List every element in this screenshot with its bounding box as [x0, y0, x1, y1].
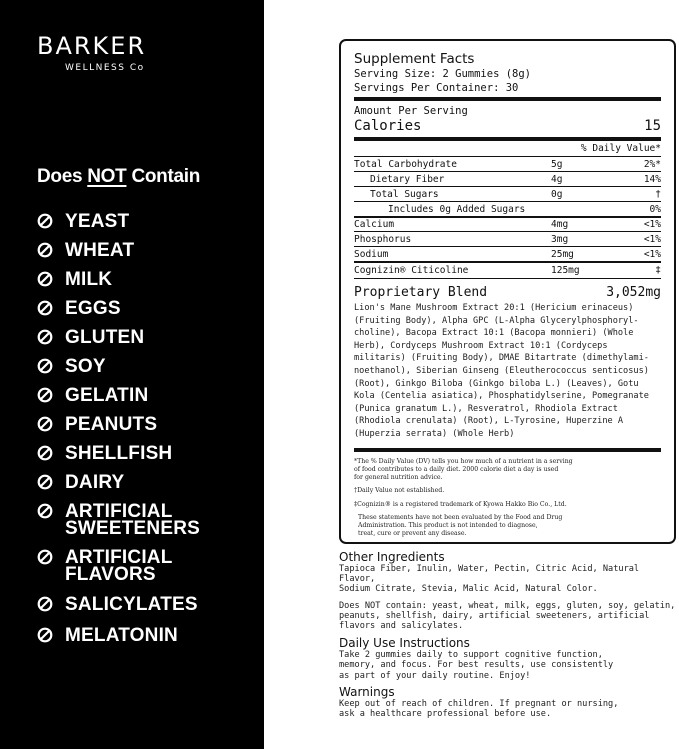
prohibited-icon [37, 271, 53, 287]
nutrient-row [354, 261, 661, 279]
brand-name: BARKER [37, 32, 147, 60]
nutrient-name: Phosphorus [354, 233, 412, 245]
nutrient-row [354, 231, 661, 246]
nutrient-name: Calcium [354, 219, 395, 230]
servings-per-container: Servings Per Container: 30 [354, 82, 519, 94]
warnings-heading: Warnings [339, 684, 395, 699]
prohibited-icon [37, 445, 53, 461]
calories-row [354, 118, 661, 135]
text-line: as part of your daily routine. Enjoy! [339, 670, 531, 681]
nutrient-table [354, 156, 661, 279]
brand-logo [37, 32, 177, 73]
nutrient-row [354, 186, 661, 201]
nutrient-dv: 2%* [643, 158, 661, 170]
prohibited-icon [37, 474, 53, 490]
prohibited-icon [37, 416, 53, 432]
dagger-footnote: †Daily Value not established. [354, 486, 445, 494]
nutrient-amount: 25mg [551, 248, 574, 260]
exclusion-label: ARTIFICIAL FLAVORS [65, 547, 173, 585]
nutrient-amount: 5g [551, 158, 563, 170]
nutrient-dv: ‡ [655, 265, 661, 276]
text-line: Sodium Citrate, Stevia, Malic Acid, Natural Color. [339, 584, 598, 595]
other-ingredients-text [339, 564, 679, 595]
nutrient-dv: 14% [643, 173, 661, 185]
proprietary-blend-label: Proprietary Blend [354, 285, 488, 300]
thick-divider [354, 97, 661, 101]
exclusion-label: EGGS [65, 298, 121, 319]
exclusion-item [37, 213, 129, 230]
daily-use-text [339, 650, 679, 681]
blend-line: Lion's Mane Mushroom Extract 20:1 (Hericium erinaceus) [354, 303, 634, 313]
exclusion-item [37, 474, 124, 491]
exclusion-label: MILK [65, 269, 113, 290]
nutrient-amount: 4g [551, 173, 563, 185]
supplement-facts-panel [339, 39, 676, 544]
proprietary-blend-row [354, 285, 661, 301]
warnings-text [339, 699, 679, 719]
exclusion-label: PEANUTS [65, 414, 158, 435]
exclusion-item [37, 596, 198, 613]
proprietary-blend-ingredients [354, 302, 661, 441]
exclusion-item [37, 358, 106, 375]
exclusion-label: GELATIN [65, 385, 149, 406]
disclaimer-line: treat, cure or prevent any disease. [358, 529, 467, 537]
prohibited-icon [37, 358, 53, 374]
amount-per-serving: Amount Per Serving [354, 105, 468, 117]
exclusion-item [37, 549, 197, 583]
supplement-facts-title: Supplement Facts [354, 51, 475, 67]
nutrient-name: Dietary Fiber [370, 173, 445, 185]
fda-disclaimer [354, 514, 661, 538]
nutrient-amount: 3mg [551, 233, 569, 245]
daily-value-header: % Daily Value* [580, 143, 661, 154]
prohibited-icon [37, 503, 53, 519]
exclusion-label: WHEAT [65, 240, 135, 261]
exclusion-item [37, 627, 178, 644]
nutrient-row [354, 201, 661, 216]
exclusion-label: DAIRY [65, 472, 125, 493]
nutrient-dv: <1% [643, 248, 661, 260]
nutrient-row [354, 216, 661, 231]
left-panel [0, 0, 264, 749]
daily-value-footnote [354, 458, 661, 482]
exclusions-title-emphasis: NOT [87, 166, 127, 187]
prohibited-icon [37, 387, 53, 403]
nutrient-row [354, 246, 661, 261]
footnote-line: for general nutrition advice. [354, 473, 443, 481]
exclusions-title-suffix: Contain [126, 166, 201, 187]
calories-value: 15 [644, 118, 661, 134]
exclusion-label: ARTIFICIAL SWEETENERS [65, 501, 201, 539]
nutrient-amount: 125mg [551, 265, 580, 276]
exclusion-item [37, 416, 157, 433]
thick-divider [354, 448, 661, 452]
text-line: ask a healthcare professional before use. [339, 709, 552, 720]
trademark-footnote: ‡Cognizin® is a registered trademark of Kyowa Hakko Bio Co., Ltd. [354, 500, 567, 508]
text-line: peanuts, shellfish, dairy, artificial sweeteners, artificial [339, 610, 650, 621]
blend-line: militaris) (Fruiting Body), DMAE Bitartrate (dimethylami- [354, 353, 649, 364]
other-ingredients-heading: Other Ingredients [339, 550, 445, 564]
exclusion-label: SOY [65, 356, 106, 377]
disclaimer-line: Administration. This product is not intended to diagnose, [358, 521, 538, 529]
text-line: Take 2 gummies daily to support cognitive function, [339, 650, 603, 661]
nutrient-name: Total Carbohydrate [354, 158, 457, 170]
prohibited-icon [37, 300, 53, 316]
calories-label: Calories [354, 118, 422, 134]
prohibited-icon [37, 549, 53, 565]
text-line: memory, and focus. For best results, use consistently [339, 660, 614, 671]
blend-line: Herb), Cordyceps Mushroom Extract 10:1 (Cordyceps [354, 340, 608, 351]
nutrient-dv: 0% [649, 203, 661, 215]
exclusion-label: YEAST [65, 211, 130, 232]
exclusions-title [37, 166, 200, 188]
prohibited-icon [37, 627, 53, 643]
brand-subtitle: WELLNESS Co [65, 63, 145, 73]
nutrient-name: Total Sugars [370, 188, 439, 200]
exclusion-item [37, 300, 121, 317]
text-line: Keep out of reach of children. If pregnant or nursing, [339, 698, 619, 709]
nutrient-dv: † [655, 188, 661, 200]
exclusion-item [37, 445, 172, 462]
exclusion-item [37, 271, 112, 288]
proprietary-blend-amount: 3,052mg [606, 285, 661, 300]
serving-size: Serving Size: 2 Gummies (8g) [354, 68, 532, 80]
disclaimer-line: These statements have not been evaluated by the Food and Drug [358, 513, 563, 521]
nutrient-amount: 4mg [551, 219, 569, 230]
daily-use-heading: Daily Use Instructions [339, 636, 470, 651]
nutrient-name: Sodium [354, 248, 389, 260]
exclusion-item [37, 329, 144, 346]
nutrient-dv: <1% [643, 219, 661, 230]
nutrient-name: Cognizin® Citicoline [354, 265, 469, 276]
text-line: flavors and salicylates. [339, 621, 464, 632]
blend-line: (Punica granatum L.), Resveratrol, Rhodiola Extract [354, 403, 618, 414]
blend-line: Kola (Centelia asiatica), Phosphatidylserine, Pomegranate [354, 391, 649, 402]
exclusion-label: MELATONIN [65, 625, 178, 646]
exclusion-label: SHELLFISH [65, 443, 173, 464]
blend-line: (Rhodiola crenulata) (Root), L-Tyrosine, Huperzine A [354, 416, 624, 427]
exclusions-title-prefix: Does [37, 166, 88, 187]
text-line: Tapioca Fiber, Inulin, Water, Pectin, Citric Acid, Natural Flavor, [339, 564, 640, 585]
prohibited-icon [37, 242, 53, 258]
exclusion-item [37, 242, 134, 259]
footnote-line: of food contributes to a daily diet. 2000 calorie diet a day is used [354, 465, 559, 473]
prohibited-icon [37, 329, 53, 345]
nutrient-dv: <1% [643, 233, 661, 245]
product-info [339, 550, 679, 719]
nutrient-amount: 0g [551, 188, 563, 200]
blend-line: noethanol), Siberian Ginseng (Eleutherococcus senticosus) [354, 365, 649, 376]
nutrient-name: Includes 0g Added Sugars [388, 203, 526, 215]
does-not-contain-text [339, 601, 679, 632]
exclusion-item [37, 503, 217, 537]
exclusion-label: GLUTEN [65, 327, 145, 348]
blend-line: (Huperzia serrata) (Whole Herb) [354, 428, 515, 439]
footnote-line: *The % Daily Value (DV) tells you how much of a nutrient in a serving [354, 457, 573, 465]
nutrient-row [354, 171, 661, 186]
blend-line: (Fruiting Body), Alpha GPC (L-Alpha Glycerylphosphoryl- [354, 315, 639, 326]
nutrient-row [354, 156, 661, 171]
exclusion-label: SALICYLATES [65, 594, 198, 615]
exclusion-item [37, 387, 148, 404]
text-line: Does NOT contain: yeast, wheat, milk, eggs, gluten, soy, gelatin, [339, 600, 676, 611]
blend-line: choline), Bacopa Extract 10:1 (Bacopa monnieri) (Whole [354, 328, 634, 339]
prohibited-icon [37, 213, 53, 229]
blend-line: (Root), Ginkgo Biloba (Ginkgo biloba L.) (Leaves), Gotu [354, 378, 639, 389]
prohibited-icon [37, 596, 53, 612]
